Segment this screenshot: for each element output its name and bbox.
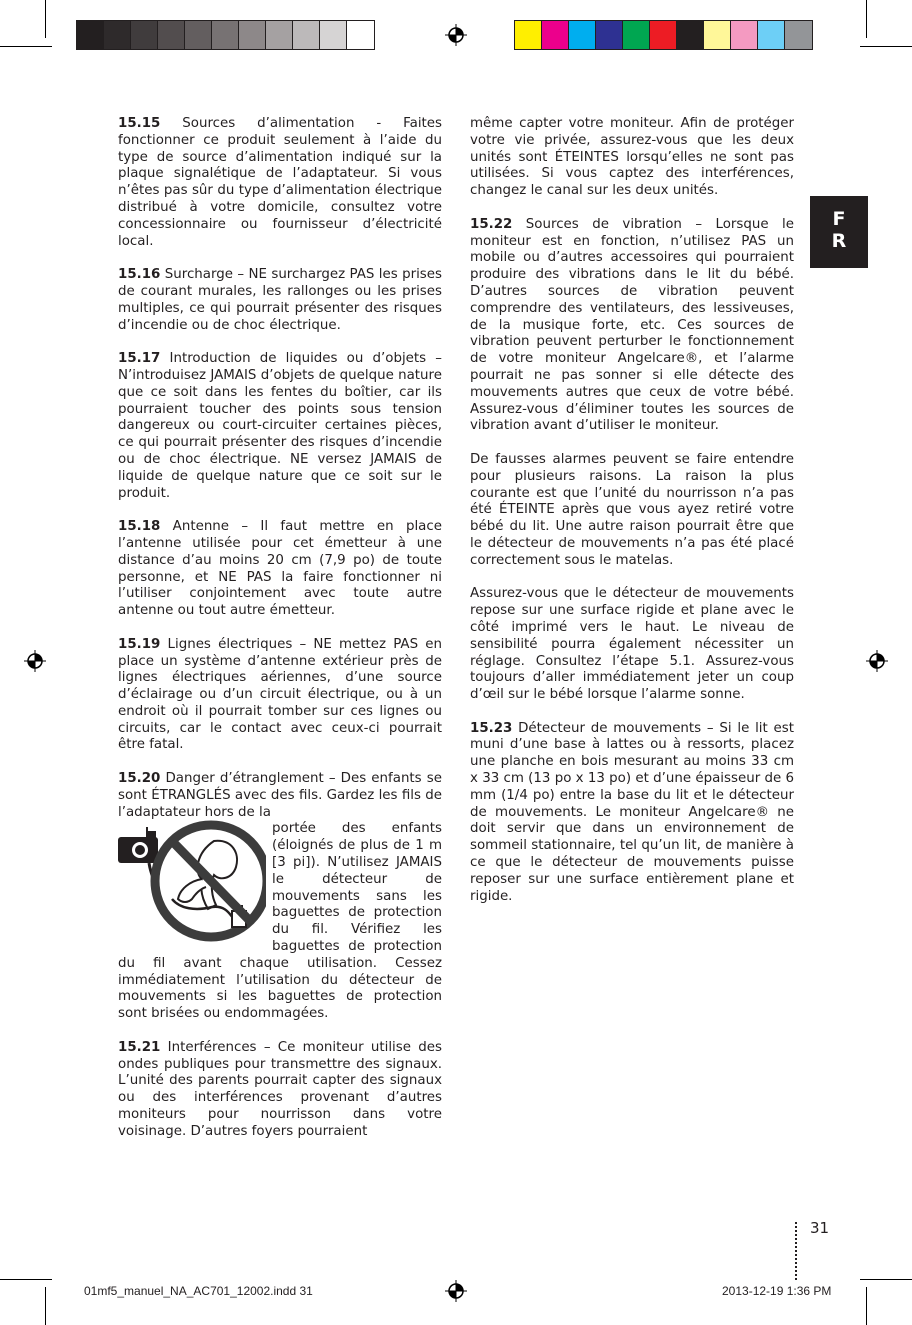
color-swatch: [266, 21, 293, 49]
color-swatch: [596, 21, 623, 49]
registration-mark-icon: [445, 24, 467, 46]
grayscale-color-bar: [76, 20, 375, 50]
color-swatch: [542, 21, 569, 49]
section-15-17: [118, 351, 442, 502]
section-15-18: [118, 519, 442, 620]
section-number: 15.16: [118, 267, 161, 283]
crop-mark: [860, 1279, 912, 1280]
color-swatch: [569, 21, 596, 49]
language-tab: [810, 196, 868, 268]
section-number: 15.21: [118, 1039, 161, 1055]
crop-mark: [0, 46, 52, 47]
color-swatch: [131, 21, 158, 49]
crop-mark: [866, 1287, 867, 1325]
section-text: Antenne – Il faut mettre en place l’antenne utilisée pour cet émetteur à une distance d’au moins 20 cm (7,9 po) de toute personne, et NE PAS la faire fonctionner ni l’utiliser conjointement avec toute autre antenne ou tout autre émetteur.: [118, 519, 442, 619]
color-swatch: [158, 21, 185, 49]
section-number: 15.20: [118, 771, 161, 787]
color-swatch: [677, 21, 704, 49]
section-15-21-continued: [470, 116, 794, 200]
color-swatch: [347, 21, 374, 49]
process-color-bar: [514, 20, 813, 50]
language-tab-letter: R: [831, 230, 847, 252]
section-text: Sources d’alimentation - Faites fonctionner ce produit seulement à l’aide du type de source d’alimentation indiqué sur la plaque signalétique de l’adaptateur. Si vous n’êtes pas sûr du type d’alimentation électrique distribué à votre domicile, consultez votre concessionnaire ou fournisseur d’électricité local.: [118, 116, 442, 249]
page-number: 31: [810, 1219, 830, 1237]
paragraph-sensor-placement: [470, 586, 794, 704]
section-15-16: [118, 267, 442, 334]
section-text: Danger d’étranglement – Des enfants se sont ÉTRANGLÉS avec des fils. Gardez les fils de l’adaptateur hors de la: [118, 771, 442, 820]
color-swatch: [104, 21, 131, 49]
color-swatch: [77, 21, 104, 49]
crop-mark: [45, 0, 46, 38]
registration-mark-icon: [24, 650, 46, 672]
section-number: 15.17: [118, 351, 161, 367]
color-swatch: [785, 21, 812, 49]
section-15-23: [470, 721, 794, 906]
section-text: Introduction de liquides ou d’objets – N’introduisez JAMAIS d’objets de quelque nature que ce soit dans les fentes du boîtier, car ils pourraient toucher des points sous tension dangereux ou court-circuiter certaines pièces, ce qui pourrait présenter des risques d’incendie ou de choc électrique. NE versez JAMAIS de liquide de quelque nature que ce soit sur le produit.: [118, 351, 442, 501]
strangulation-warning-icon: [116, 819, 266, 943]
section-text: même capter votre moniteur. Afin de protéger votre vie privée, assurez-vous que les deux unités sont ÉTEINTES lorsqu’elles ne sont pas utilisées. Si vous captez des interférences, changez le canal sur les deux unités.: [470, 116, 794, 199]
section-number: 15.15: [118, 116, 161, 131]
color-swatch: [758, 21, 785, 49]
registration-mark-icon: [866, 650, 888, 672]
section-text: Détecteur de mouvements – Si le lit est muni d’une base à lattes ou à ressorts, placez une planche en bois mesurant au moins 33 cm x 33 cm (13 po x 13 po) et d’une épaisseur de 6 mm (1/4 po) entre la base du lit et le détecteur de mouvements. Le moniteur Angelcare® ne doit servir que dans un environnement de sommeil stationnaire, tel qu’un lit, de manière à ce que le détecteur de mouvements puisse reposer sur une surface entièrement plane et rigide.: [470, 720, 794, 904]
color-swatch: [704, 21, 731, 49]
slug-filename: 01mf5_manuel_NA_AC701_12002.indd 31: [84, 1284, 313, 1298]
color-swatch: [320, 21, 347, 49]
section-number: 15.19: [118, 636, 161, 652]
crop-mark: [0, 1279, 52, 1280]
page-number-guide: [795, 1222, 797, 1280]
section-15-21: [118, 1040, 442, 1141]
section-text: Interférences – Ce moniteur utilise des ondes publiques pour transmettre des signaux. L’unité des parents pourrait capter des signaux ou des interférences provenant d’autres moniteurs pour nourrisson dans votre voisinage. D’autres foyers pourraient: [118, 1039, 442, 1139]
section-text: Sources de vibration – Lorsque le moniteur est en fonction, n’utilisez PAS un mobile ou d’autres accessoires qui pourraient produire des vibrations dans le lit du bébé. D’autres sources de vibration peuvent comprendre des ventilateurs, des lessiveuses, de la musique forte, etc. Ces sources de vibration peuvent perturber le fonctionnement de votre moniteur Angelcare®, et l’alarme pourrait ne pas sonner si elle détecte des mouvements autres que ceux de votre bébé. Assurez-vous d’éliminer toutes les sources de vibration avant d’utiliser le moniteur.: [470, 216, 794, 434]
language-tab-letter: F: [832, 208, 846, 230]
section-text: De fausses alarmes peuvent se faire entendre pour plusieurs raisons. La raison la plus courante est que l’unité du nourrisson n’a pas été ÉTEINTE après que vous ayez retiré votre bébé du lit. Une autre raison pourrait être que le détecteur de mouvements n’a pas été placé correctement sous le matelas.: [470, 451, 794, 568]
registration-mark-icon: [445, 1280, 467, 1302]
color-swatch: [293, 21, 320, 49]
color-swatch: [650, 21, 677, 49]
section-number: 15.23: [470, 720, 513, 736]
color-swatch: [185, 21, 212, 49]
color-swatch: [212, 21, 239, 49]
crop-mark: [45, 1287, 46, 1325]
color-swatch: [731, 21, 758, 49]
section-text: Lignes électriques – NE mettez PAS en place un système d’antenne extérieur près de lignes électriques aériennes, d’une source d’éclairage ou d’un circuit électrique, ou à un endroit où il pourrait tomber sur ces lignes ou circuits, car le contact avec ceux-ci pourrait être fatal.: [118, 636, 442, 753]
section-15-19: [118, 637, 442, 755]
left-column: [118, 116, 442, 1157]
crop-mark: [860, 46, 912, 47]
slug-date: 2013-12-19 1:36 PM: [722, 1284, 832, 1298]
color-swatch: [623, 21, 650, 49]
right-column: [470, 116, 794, 922]
crop-mark: [866, 0, 867, 38]
section-number: 15.22: [470, 216, 513, 232]
paragraph-false-alarms: [470, 452, 794, 570]
section-number: 15.18: [118, 519, 161, 535]
section-text: Surcharge – NE surchargez PAS les prises de courant murales, les rallonges ou les prises multiples, ce qui pourrait présenter des risques d’incendie ou de choc électrique.: [118, 267, 442, 333]
color-swatch: [239, 21, 266, 49]
color-swatch: [515, 21, 542, 49]
section-15-15: [118, 116, 442, 250]
section-text: Assurez-vous que le détecteur de mouvements repose sur une surface rigide et plane avec le côté imprimé vers le haut. Le niveau de sensibilité pourra également nécessiter un réglage. Consultez l’étape 5.1. Assurez-vous toujours d’aller immédiatement jeter un coup d’œil sur le bébé lorsque l’alarme sonne.: [470, 586, 794, 703]
section-text-continued: portée des enfants (éloignés de plus de 1 m [3 pi]). N’utilisez JAMAIS le détecteur de mouvements sans les baguettes de protection du fil. Vérifiez les baguettes de protection du fil avant chaque utilisation. Cessez immédiatement l’utilisation du détecteur de mouvements si les baguettes de protection sont brisées ou endommagées.: [118, 821, 442, 1022]
section-15-22: [470, 217, 794, 435]
